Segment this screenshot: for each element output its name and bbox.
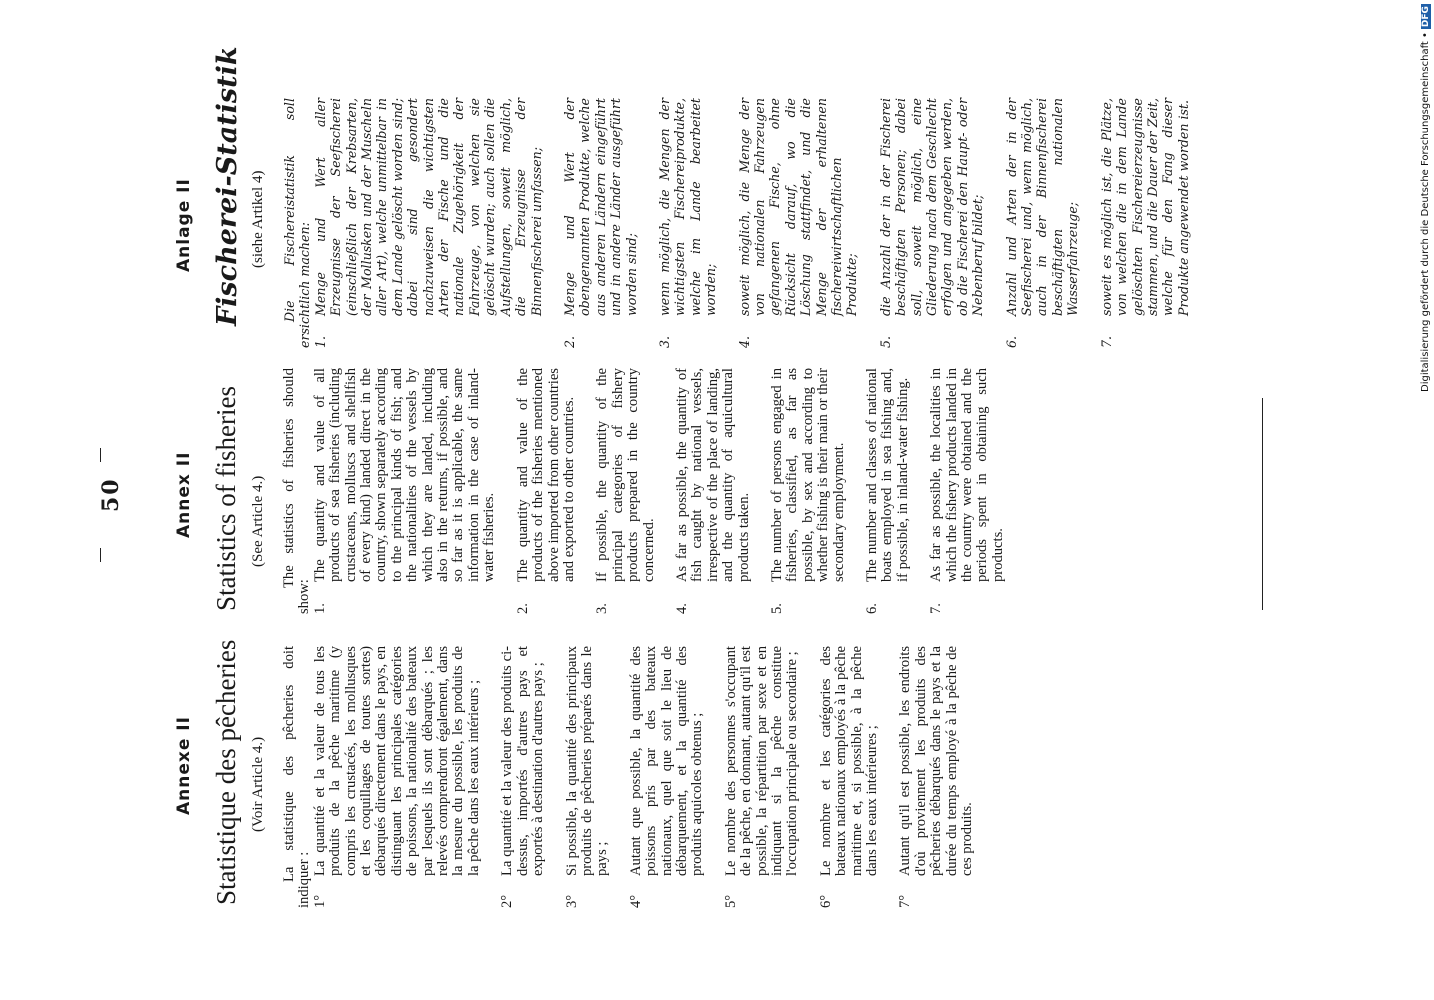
de-item-text: wenn möglich, die Mengen der wichtigsten Fischereiprodukte, welche im Lande bearbeitet worden; — [656, 98, 719, 316]
en-item-number: 3. — [594, 603, 611, 614]
de-item-text: Anzahl und Arten der in der Seefischerei und, wenn möglich, auch in der Binnenfischerei beschäftigten nationalen Wasserfahrzeuge; — [1003, 98, 1081, 316]
fr-annex-label: Annexe II — [174, 716, 194, 815]
de-item-number: 1. — [312, 335, 328, 348]
de-item-7 — [1099, 98, 1191, 348]
en-column — [282, 368, 1006, 614]
fr-see-article: (Voir Article 4.) — [250, 736, 266, 832]
de-item-number: 7. — [1098, 335, 1114, 348]
en-item-text: The number and classes of national boats employed in sea fishing and, if possible, in inland-water fishing. — [864, 368, 911, 582]
en-item-number: 1. — [311, 603, 328, 614]
en-item-text: As far as possible, the localities in which the fishery products landed in the country were obtained and the periods spent in obtaining such products. — [928, 368, 1006, 582]
fr-item-number: 5° — [722, 894, 739, 908]
en-item-1 — [313, 368, 498, 614]
fr-intro: La statistique des pêcheries doit indiquer : — [281, 646, 313, 908]
en-item-text: The quantity and value of all products of sea fisheries (including crustaceans, molluscs and shellfish of every kind) landed direct in the country, shown separately according to the principal kinds of fish; and the nationalities of the vessels by which they are landed, including also in the returns, if possible, and so far as it is applicable, the same information in the case of inland-water fisheries. — [311, 368, 498, 582]
fr-item-3 — [565, 646, 611, 908]
en-item-6 — [865, 368, 911, 614]
page-number: 50 — [98, 477, 124, 512]
en-item-text: The number of persons engaged in fisheries, classified, as far as possible, by sex and according to whether fishing is their main or their secondary employment. — [768, 368, 847, 582]
fr-item-6 — [819, 646, 881, 908]
en-item-2 — [516, 368, 578, 614]
en-item-number: 2. — [514, 603, 531, 614]
en-item-number: 5. — [768, 603, 785, 614]
dfg-logo-icon: DFG — [1421, 6, 1431, 28]
de-column — [282, 98, 1191, 348]
de-item-text: soweit es möglich ist, die Plätze, von welchen die in dem Lande gelöschten Fischereierzeugnisse stammen, und die Dauer der Zeit, welche für den Fang dieser Produkte angewendet worden ist. — [1098, 98, 1191, 316]
en-item-number: 6. — [864, 603, 880, 614]
en-title: Statistics of fisheries — [211, 386, 241, 611]
de-intro: Die Fischereistatistik soll ersichtlich machen: — [282, 98, 313, 348]
de-item-text: soweit möglich, die Menge der von nationalen Fahrzeugen gefangenen Fische, ohne Rücksicht darauf, wo die Löschung stattfindet, und die Menge der erhaltenen fischereiwirtschaftlichen Produkte; — [736, 98, 860, 316]
de-item-text: Menge und Wert aller Erzeugnisse der Seefischerei (einschließlich der Krebsarten, der Mollusken und der Muscheln aller Art), welche unmittelbar in dem Lande gelöscht worden sind; dabei sind gesondert nachzuweisen die wichtigsten Arten der Fische und die nationale Zugehörigkeit der Fahrzeuge, von welchen sie gelöscht wurden; auch sollen die Aufstellungen, soweit möglich, die Erzeugnisse der Binnenfischerei umfassen; — [312, 98, 544, 316]
fr-item-text: Autant qu'il est possible, les endroits d'où proviennent les produits des pêcheries débarqués dans le pays et la durée du temps employé à la pêche de ces produits. — [897, 646, 976, 876]
fr-item-text: La quantité et la valeur de tous les produits de la pêche maritime (y compris les crustacés, les mollusques et les coquillages de toutes sortes) débarqués directement dans le pays, en distinguant les principales catégories de poissons, la nationalité des bateaux par lesquels ils sont débarqués ; les relevés comprendront également, dans la mesure du possible, les produits de la pêche dans les eaux intérieurs ; — [311, 646, 482, 876]
fr-item-text: Le nombre et les catégories des bateaux nationaux employés à la pêche maritime et, si possible, à la pêche dans les eaux intérieures ; — [817, 646, 880, 876]
en-item-3 — [595, 368, 657, 614]
fr-item-number: 1° — [311, 894, 328, 908]
page-number-dash-left — [100, 548, 101, 562]
de-annex-label: Anlage II — [174, 178, 194, 272]
fr-item-5 — [724, 646, 801, 908]
de-item-2 — [562, 98, 639, 348]
de-item-6 — [1004, 98, 1081, 348]
en-item-number: 4. — [673, 603, 690, 614]
fr-item-number: 3° — [563, 894, 580, 908]
de-see-article: (siehe Artikel 4) — [250, 170, 266, 268]
fr-item-number: 4° — [627, 894, 644, 908]
fr-item-text: Le nombre des personnes s'occupant de la pêche, en donnant, autant qu'il est possible, la répartition par sexe et en indiquant si la pêche constitue l'occupation principale ou secondaire ; — [722, 646, 801, 876]
de-item-number: 2. — [561, 335, 577, 348]
end-rule — [1262, 398, 1263, 610]
en-see-article: (See Article 4.) — [250, 475, 266, 567]
en-annex-label: Annex II — [174, 451, 194, 538]
en-item-text: The quantity and value of the products of the fisheries mentioned above imported from other countries and exported to other countries. — [514, 368, 577, 582]
en-item-5 — [770, 368, 847, 614]
fr-column — [282, 646, 975, 908]
en-item-7 — [929, 368, 1006, 614]
fr-item-number: 2° — [499, 894, 516, 908]
fr-item-2 — [500, 646, 546, 908]
en-item-text: As far as possible, the quantity of fish caught by national vessels, irrespective of the place of landing, and the quantity of aquicultural products taken. — [673, 368, 752, 582]
en-item-text: If possible, the quantity of the principal categories of fishery products prepared in the country concerned. — [594, 368, 657, 582]
en-item-number: 7. — [928, 603, 945, 614]
fr-item-number: 6° — [817, 894, 834, 908]
fr-item-number: 7° — [897, 894, 914, 908]
de-item-3 — [657, 98, 719, 348]
fr-item-7 — [898, 646, 975, 908]
credit-text: Digitalisierung gefördert durch die Deutsche Forschungsgemeinschaft • — [1420, 32, 1431, 392]
digitization-credit — [1420, 4, 1431, 392]
fr-item-4 — [629, 646, 706, 908]
de-item-number: 6. — [1003, 335, 1019, 348]
en-item-4 — [675, 368, 752, 614]
fr-item-text: Si possible, la quantité des principaux produits de pêcheries préparés dans le pays ; — [563, 646, 611, 876]
de-item-1 — [313, 98, 544, 348]
fr-item-text: Autant que possible, la quantité des poissons pris par des bateaux nationaux, quel que soit le lieu de débarquement, et la quantité des produits aquicoles obtenus ; — [627, 646, 706, 876]
de-item-number: 4. — [736, 335, 752, 348]
page-number-dash-right — [100, 448, 101, 462]
de-item-number: 5. — [877, 335, 893, 348]
de-item-text: Menge und Wert der obengenannten Produkte, welche aus anderen Ländern eingeführt und in andere Länder ausgeführt worden sind; — [561, 98, 639, 316]
fr-item-1 — [313, 646, 482, 908]
de-item-4 — [737, 98, 860, 348]
fr-title: Statistique des pêcheries — [211, 639, 241, 905]
de-item-5 — [878, 98, 986, 348]
de-item-number: 3. — [656, 335, 672, 348]
fr-item-text: La quantité et la valeur des produits ci-dessus, importés d'autres pays et exportés à destination d'autres pays ; — [499, 646, 547, 876]
de-title: Fischerei-Statistik — [212, 46, 243, 326]
en-intro: The statistics of fisheries should show: — [281, 368, 313, 614]
de-item-text: die Anzahl der in der Fischerei beschäftigten Personen; dabei soll, soweit möglich, eine Gliederung nach dem Geschlecht erfolgen und angegeben werden, ob die Fischerei den Haupt- oder Nebenberuf bildet; — [877, 98, 986, 316]
